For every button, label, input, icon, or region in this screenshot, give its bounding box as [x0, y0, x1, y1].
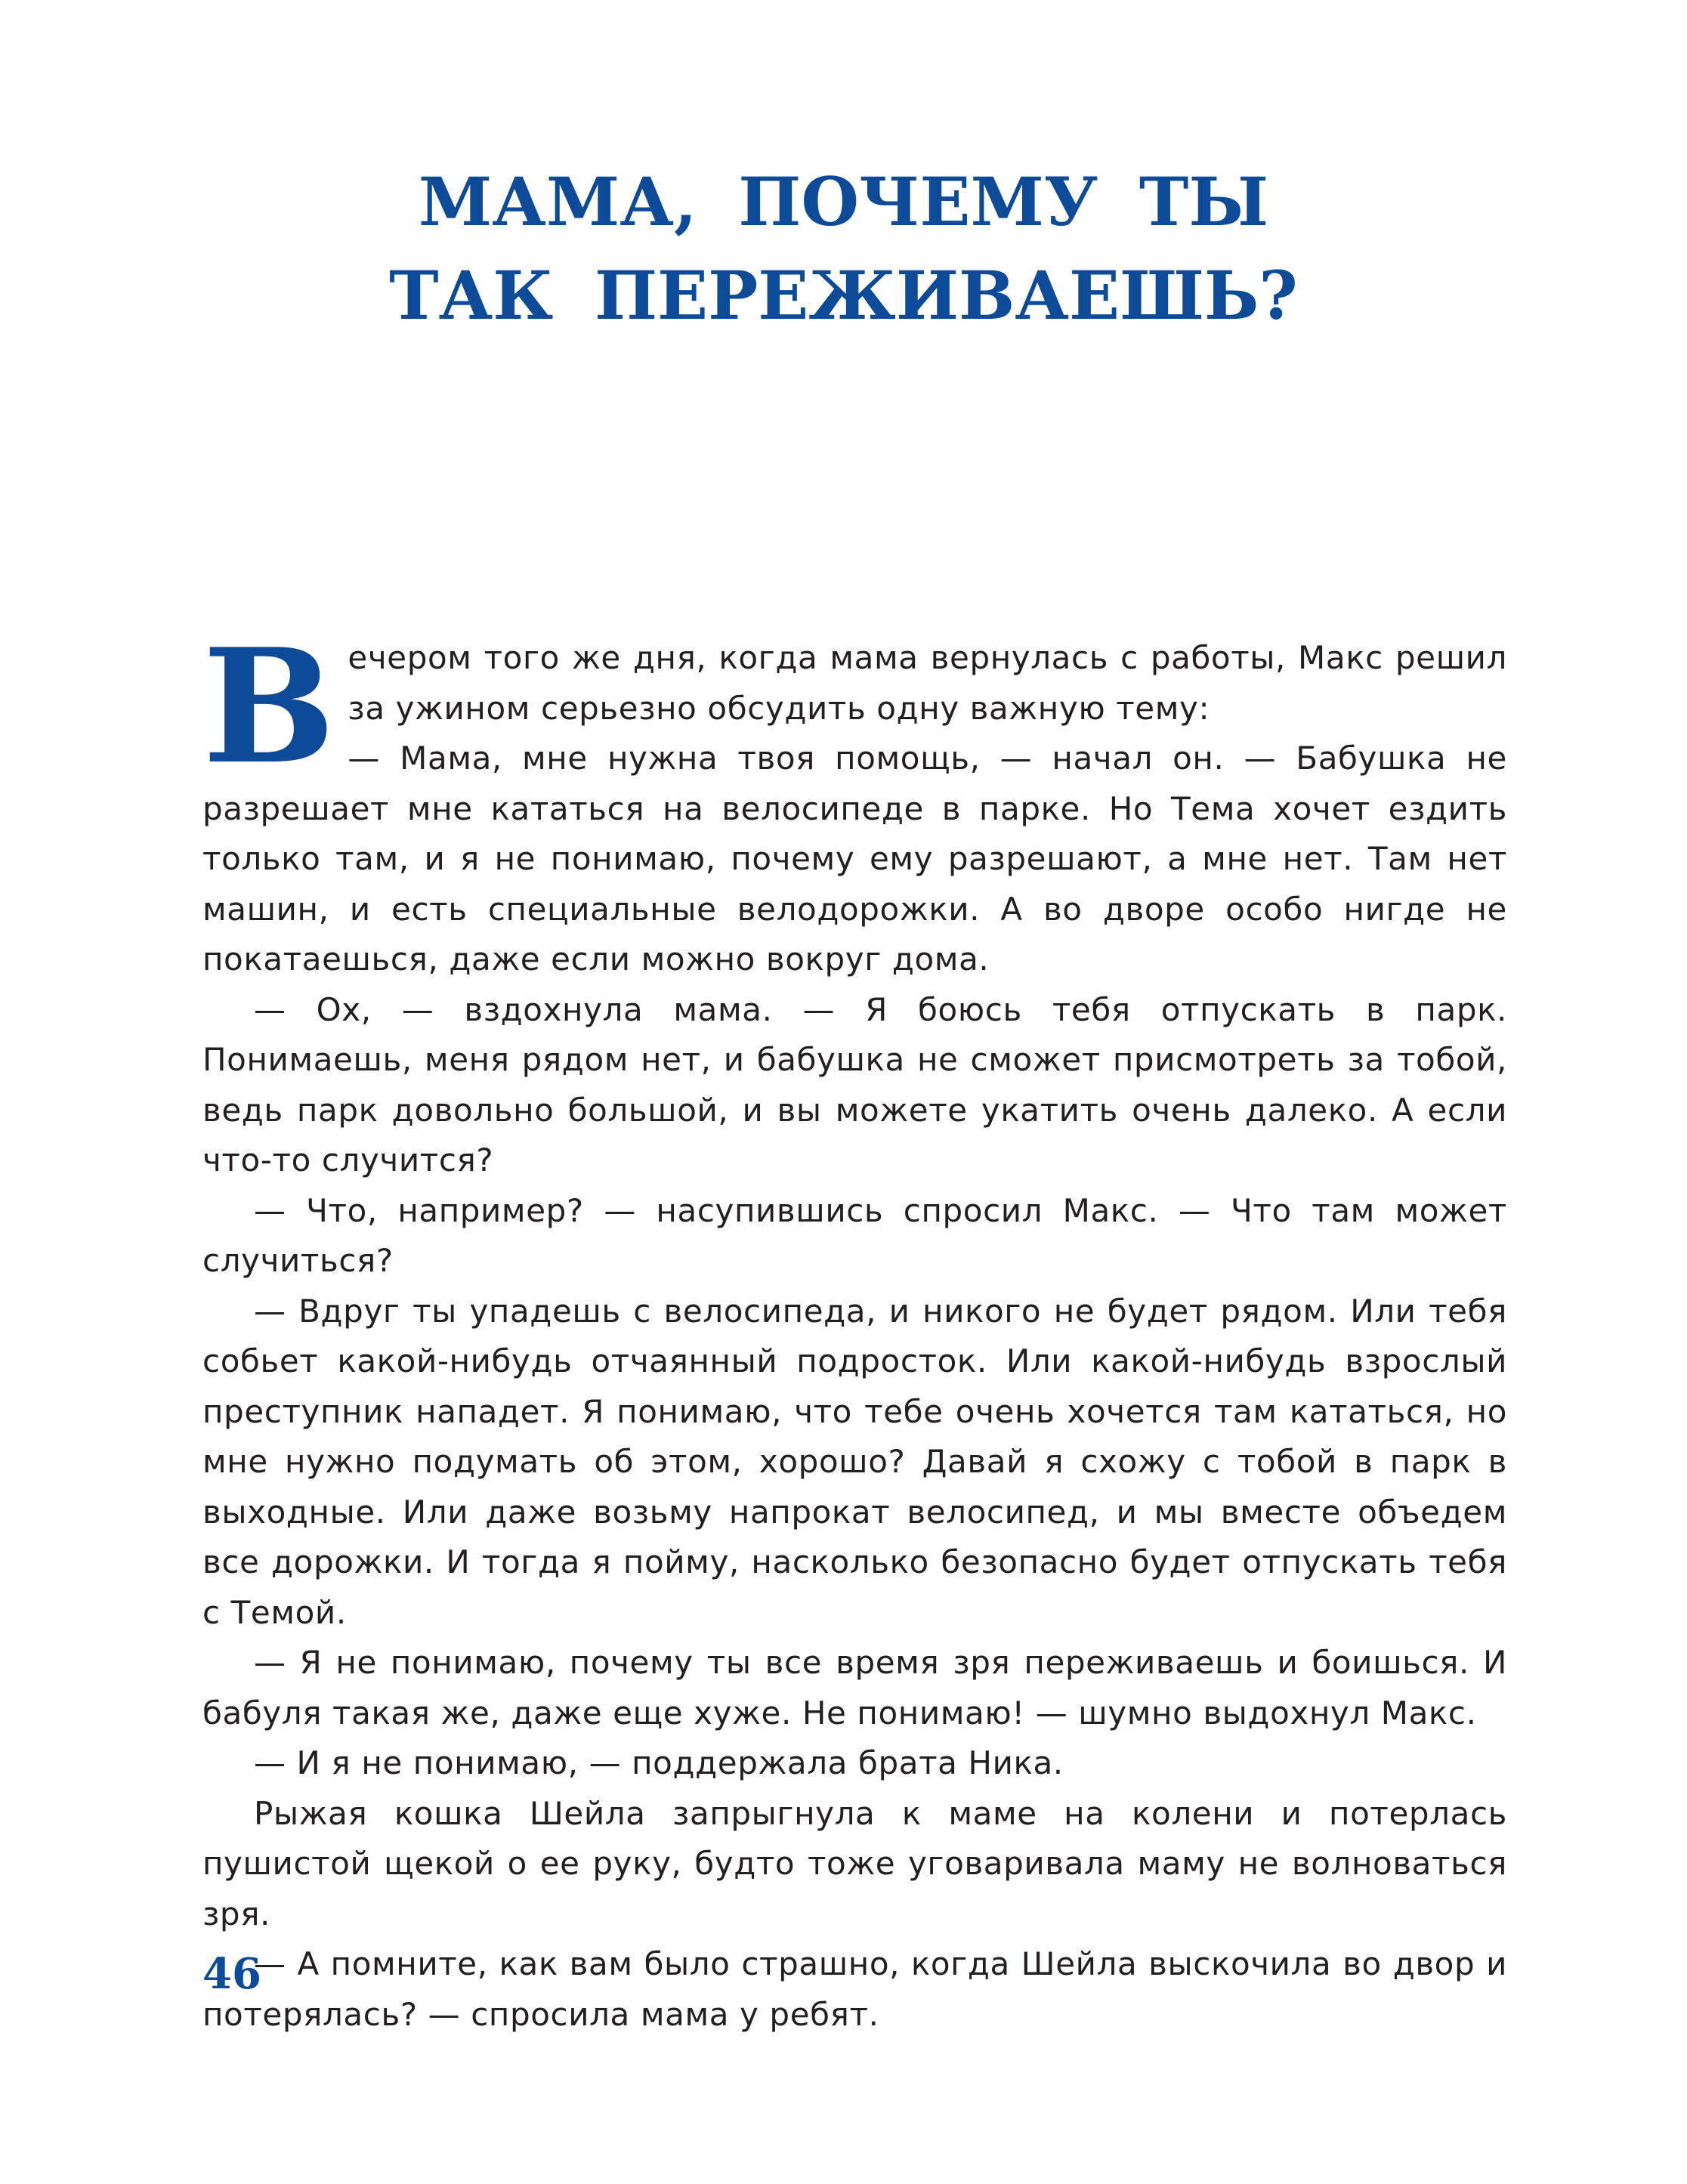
page-number: 46	[202, 1949, 261, 1999]
body-text	[202, 615, 1507, 2040]
drop-cap: В	[202, 615, 336, 799]
paragraph-text: ечером того же дня, когда мама вернулась с работы, Макс решил за ужином серьезно обсудить одну важную тему:	[348, 639, 1507, 727]
chapter-title-line-1: МАМА, ПОЧЕМУ ТЫ	[418, 162, 1269, 241]
paragraph-text: — И я не понимаю, — поддержала брата Ника.	[254, 1744, 1064, 1781]
paragraph-text: — Ох, — вздохнула мама. — Я боюсь тебя отпускать в парк. Понимаешь, меня рядом нет, и бабушка не сможет присмотреть за тобой, ведь парк довольно большой, и вы можете укатить очень далеко. А если что-то случится?	[202, 990, 1507, 1178]
paragraph	[202, 1186, 1507, 1287]
paragraph	[202, 1287, 1507, 1639]
paragraph	[202, 1738, 1507, 1789]
paragraph-text: — А помните, как вам было страшно, когда Шейла выскочила во двор и потерялась? — спросила мама у ребят.	[202, 1945, 1507, 2033]
paragraph-text: — Я не понимаю, почему ты все время зря переживаешь и боишься. И бабуля такая же, даже еще хуже. Не понимаю! — шумно выдохнул Макс.	[202, 1644, 1507, 1731]
paragraph	[202, 1939, 1507, 2040]
chapter-title	[0, 155, 1687, 342]
paragraph-text: Рыжая кошка Шейла запрыгнула к маме на колени и потерлась пушистой щекой о ее руку, будто тоже уговаривала маму не волноваться зря.	[202, 1794, 1507, 1932]
chapter-title-line-2: ТАК ПЕРЕЖИВАЕШЬ?	[389, 256, 1298, 335]
paragraph	[202, 734, 1507, 985]
paragraph	[202, 1789, 1507, 1940]
paragraph-text: — Что, например? — насупившись спросил Макс. — Что там может случиться?	[202, 1191, 1507, 1279]
paragraph-text: — Мама, мне нужна твоя помощь, — начал он. — Бабушка не разрешает мне кататься на велосипеде в парке. Но Тема хочет ездить только там, и я не понимаю, почему ему разрешают, а мне нет. Там нет машин, и есть специальные велодорожки. А во дворе особо нигде не покатаешься, даже если можно вокруг дома.	[202, 740, 1507, 978]
paragraph	[202, 985, 1507, 1186]
paragraph-text: — Вдруг ты упадешь с велосипеда, и никого не будет рядом. Или тебя собьет какой-нибудь отчаянный подросток. Или какой-нибудь взрослый преступник нападет. Я понимаю, что тебе очень хочется там кататься, но мне нужно подумать об этом, хорошо? Давай я схожу с тобой в парк в выходные. Или даже возьму напрокат велосипед, и мы вместе объедем все дорожки. И тогда я пойму, насколько безопасно будет отпускать тебя с Темой.	[202, 1292, 1507, 1631]
paragraph	[202, 1638, 1507, 1738]
paragraph	[202, 615, 1507, 799]
